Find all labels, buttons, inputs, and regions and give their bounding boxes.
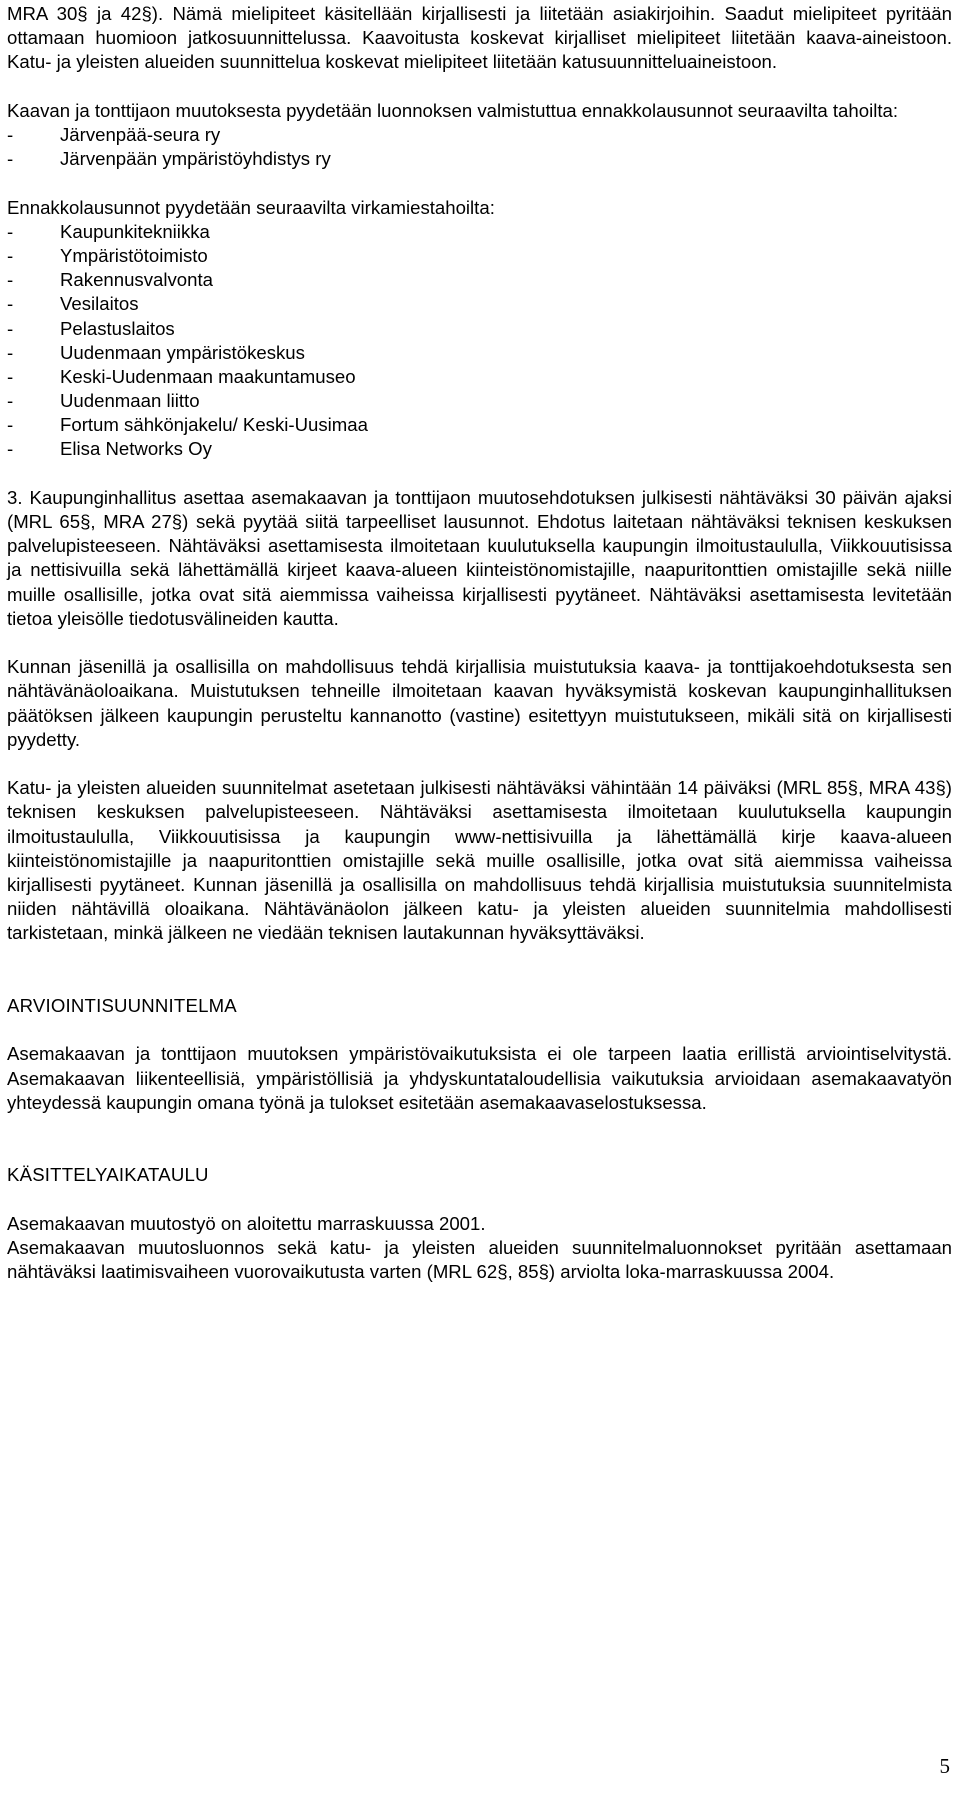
dash: -	[7, 317, 14, 339]
spacer	[7, 631, 952, 655]
spacer	[7, 946, 952, 994]
dash: -	[7, 220, 14, 242]
list-item	[7, 268, 952, 292]
authority-list	[7, 220, 952, 462]
list-item	[7, 437, 952, 461]
list-item-text: Keski-Uudenmaan maakuntamuseo	[60, 365, 356, 387]
spacer	[7, 171, 952, 195]
list-item	[7, 147, 952, 171]
document-page	[7, 2, 952, 1284]
spacer	[7, 1115, 952, 1163]
dash: -	[7, 414, 14, 436]
list-item	[7, 220, 952, 244]
list-item-text: Ympäristötoimisto	[60, 244, 208, 266]
list-item	[7, 317, 952, 341]
list-item-text: Kaupunkitekniikka	[60, 220, 210, 242]
spacer	[7, 462, 952, 486]
dash: -	[7, 293, 14, 315]
spacer	[7, 1188, 952, 1212]
dash: -	[7, 148, 14, 170]
list-item	[7, 389, 952, 413]
list-item	[7, 413, 952, 437]
list-item-text: Uudenmaan liitto	[60, 390, 200, 412]
spacer	[7, 1018, 952, 1042]
paragraph-memoranda: Kunnan jäsenillä ja osallisilla on mahdollisuus tehdä kirjallisia muistutuksia kaava- ja tonttijakoehdotuksesta sen nähtävänäoloaikana. Muistutuksen tehneille ilmoitetaan kaavan hyväksymistä koskevan kaupunginhallituksen päätöksen jälkeen kaupungin perusteltu kannanotto (vastine) esitettyyn muistutukseen, mikäli sitä on kirjallisesti pyydetty.	[7, 656, 952, 750]
list-item-text: Pelastuslaitos	[60, 317, 175, 339]
dash: -	[7, 341, 14, 363]
dash: -	[7, 390, 14, 412]
schedule-heading: KÄSITTELYAIKATAULU	[7, 1164, 209, 1186]
list-item	[7, 341, 952, 365]
dash: -	[7, 365, 14, 387]
list-item	[7, 365, 952, 389]
list-item-text: Rakennusvalvonta	[60, 269, 213, 291]
dash: -	[7, 269, 14, 291]
intro-paragraph: MRA 30§ ja 42§). Nämä mielipiteet käsitellään kirjallisesti ja liitetään asiakirjoihin. Saadut mielipiteet pyritään ottamaan huomioon jatkosuunnittelussa. Kaavoitusta koskevat kirjalliset mielipiteet liitetään kaava-aineistoon. Katu- ja yleisten alueiden suunnittelua koskevat mielipiteet liitetään katusuunnitteluaineistoon.	[7, 3, 952, 73]
list-item-text: Elisa Networks Oy	[60, 438, 212, 460]
list-item	[7, 244, 952, 268]
list-item-text: Fortum sähkönjakelu/ Keski-Uusimaa	[60, 414, 368, 436]
list-item	[7, 123, 952, 147]
spacer	[7, 75, 952, 99]
list-item-text: Vesilaitos	[60, 293, 139, 315]
dash: -	[7, 244, 14, 266]
assessment-paragraph: Asemakaavan ja tonttijaon muutoksen ympäristövaikutuksista ei ole tarpeen laatia erillistä arviointiselvitystä. Asemakaavan liikenteellisiä, ympäristöllisiä ja yhdyskuntataloudellisia vaikutuksia arvioidaan asemakaavatyön yhteydessä kaupungin omana työnä ja tulokset esitetään asemakaavaselostuksessa.	[7, 1043, 952, 1113]
list-item-text: Järvenpään ympäristöyhdistys ry	[60, 148, 331, 170]
assessment-heading: ARVIOINTISUUNNITELMA	[7, 995, 237, 1017]
paragraph-public-display: 3. Kaupunginhallitus asettaa asemakaavan ja tonttijaon muutosehdotuksen julkisesti nähtäväksi 30 päivän ajaksi (MRL 65§, MRA 27§) sekä pyytää siitä tarpeelliset lausunnot. Ehdotus laitetaan nähtäväksi teknisen keskuksen palvelupisteeseen. Nähtäväksi asettamisesta ilmoitetaan kuulutuksella kaupungin ilmoitustaululla, Viikkouutisissa ja nettisivuilla sekä lähettämällä kirjeet kaava-alueen kiinteistönomistajille, naapuritonttien omistajille sekä niille muille osallisille, jotka ovat sitä aiemmissa vaiheissa kirjallisesti pyytäneet. Nähtäväksi asettamisesta levitetään tietoa yleisölle tiedotusvälineiden kautta.	[7, 486, 952, 629]
schedule-line: Asemakaavan muutostyö on aloitettu marraskuussa 2001.	[7, 1212, 486, 1234]
page-number: 5	[939, 1754, 950, 1778]
paragraph-street-plans: Katu- ja yleisten alueiden suunnitelmat asetetaan julkisesti nähtäväksi vähintään 14 päiväksi (MRL 85§, MRA 43§) teknisen keskuksen palvelupisteeseen. Nähtäväksi asettamisesta ilmoitetaan kuulutuksella kaupungin ilmoitustaululla, Viikkouutisissa ja kaupungin www-nettisivuilla ja lähettämällä kirje kaava-alueen kiinteistönomistajille ja naapuritonttien omistajille sekä muille osallisille, jotka ovat sitä aiemmissa vaiheissa kirjallisesti pyytäneet. Kunnan jäsenillä ja osallisilla on mahdollisuus tehdä kirjallisia muistutuksia suunnitelmista niiden nähtävillä oloaikana. Nähtävänäolon jälkeen katu- ja yleisten alueiden suunnitelmia mahdollisesti tarkistetaan, minkä jälkeen ne viedään teknisen lautakunnan hyväksyttäväksi.	[7, 777, 952, 944]
schedule-line: Asemakaavan muutosluonnos sekä katu- ja yleisten alueiden suunnitelmaluonnokset pyritään asettamaan nähtäväksi laatimisvaiheen vuorovaikutusta varten (MRL 62§, 85§) arviolta loka-marraskuussa 2004.	[7, 1237, 952, 1283]
list-item-text: Uudenmaan ympäristökeskus	[60, 341, 305, 363]
spacer	[7, 752, 952, 776]
list-item	[7, 292, 952, 316]
dash: -	[7, 124, 14, 145]
statements-intro: Kaavan ja tonttijaon muutoksesta pyydetään luonnoksen valmistuttua ennakkolausunnot seuraavilta tahoilta:	[7, 99, 899, 121]
list-item-text: Järvenpää-seura ry	[60, 124, 221, 145]
dash: -	[7, 438, 14, 460]
authorities-intro: Ennakkolausunnot pyydetään seuraavilta virkamiestahoilta:	[7, 196, 495, 218]
organization-list	[7, 123, 952, 171]
